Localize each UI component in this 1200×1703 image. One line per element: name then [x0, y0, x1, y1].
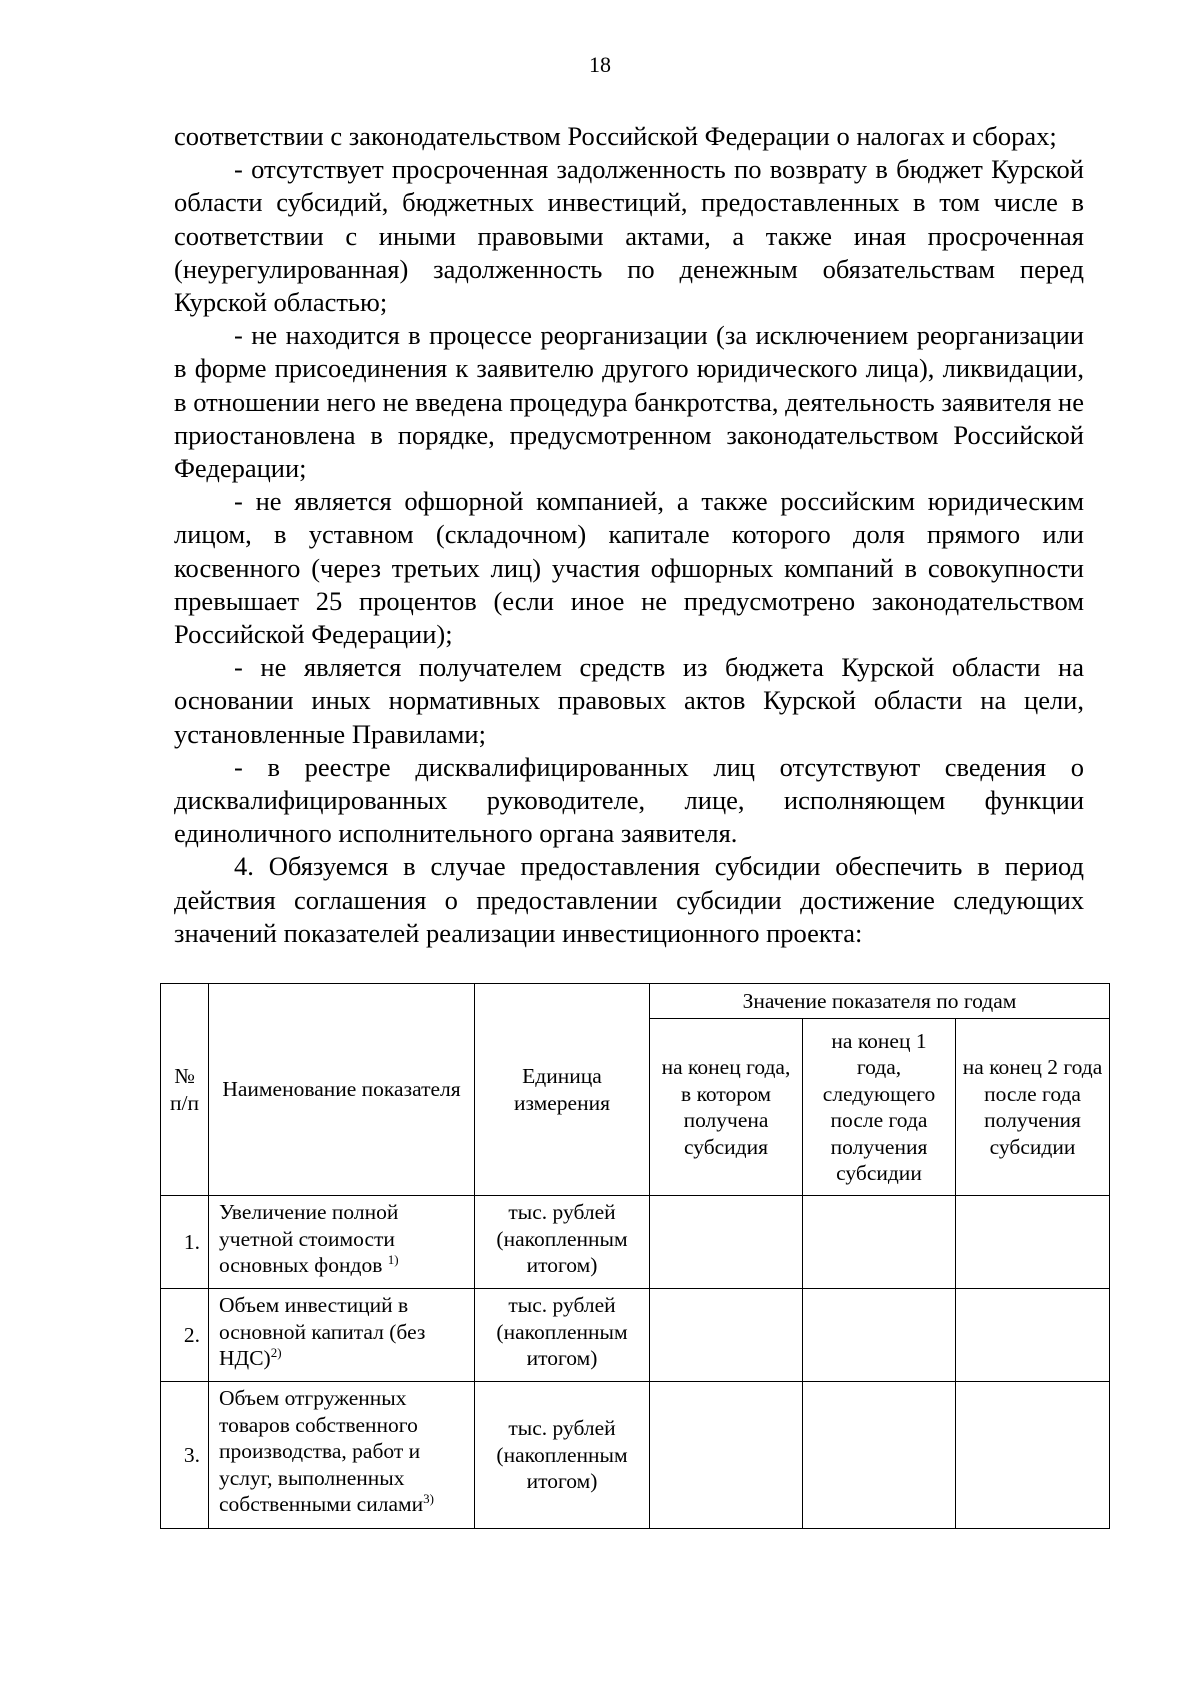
row-name-text: Объем инвестиций в основной капитал (без НДС): [219, 1293, 426, 1370]
header-name: Наименование показателя: [209, 984, 475, 1196]
page-number: 18: [589, 52, 611, 77]
table-row: [161, 1196, 1110, 1289]
paragraph-obligation: 4. Обязуемся в случае предоставления субсидии обеспечить в период действия соглашения о предоставлении субсидии достижение следующих значений показателей реализации инвестиционного проекта:: [174, 851, 1084, 948]
header-year-2: на конец 2 года после года получения субсидии: [956, 1019, 1110, 1196]
row-value-year-0: [650, 1382, 803, 1529]
row-number: 3.: [161, 1382, 209, 1529]
row-value-year-2: [956, 1196, 1110, 1289]
row-name: [209, 1196, 475, 1289]
row-value-year-1: [803, 1289, 956, 1382]
row-name: [209, 1289, 475, 1382]
paragraph-not-recipient: - не является получателем средств из бюджета Курской области на основании иных нормативных правовых актов Курской области на цели, установленные Правилами;: [174, 652, 1084, 749]
row-unit: тыс. рублей (накопленным итогом): [475, 1382, 650, 1529]
document-body: [174, 120, 1084, 950]
table-row: [161, 1382, 1110, 1529]
footnote-mark: 3): [423, 1490, 434, 1506]
row-value-year-1: [803, 1196, 956, 1289]
row-name: [209, 1382, 475, 1529]
row-unit: тыс. рублей (накопленным итогом): [475, 1289, 650, 1382]
paragraph-taxes: соответствии с законодательством Российской Федерации о налогах и сборах;: [174, 121, 1057, 151]
indicators-table: [160, 983, 1110, 1529]
row-value-year-0: [650, 1196, 803, 1289]
row-name-text: Увеличение полной учетной стоимости основных фондов: [219, 1200, 399, 1277]
row-value-year-1: [803, 1382, 956, 1529]
paragraph-no-reorganization: - не находится в процессе реорганизации (за исключением реорганизации в форме присоединения к заявителю другого юридического лица), ликвидации, в отношении него не введена процедура банкротства, деятельность заявителя не приостановлена в порядке, предусмотренном законодательством Российской Федерации;: [174, 320, 1084, 484]
row-unit: тыс. рублей (накопленным итогом): [475, 1196, 650, 1289]
row-number: 2.: [161, 1289, 209, 1382]
header-year-0: на конец года, в котором получена субсидия: [650, 1019, 803, 1196]
table-row: [161, 1289, 1110, 1382]
paragraph-no-overdue-debt: - отсутствует просроченная задолженность по возврату в бюджет Курской области субсидий, бюджетных инвестиций, предоставленных в том числе в соответствии с иными правовыми актами, а также иная просроченная (неурегулированная) задолженность по денежным обязательствам перед Курской областью;: [174, 154, 1084, 318]
footnote-mark: 2): [270, 1344, 282, 1360]
header-year-1: на конец 1 года, следующего после года получения субсидии: [803, 1019, 956, 1196]
row-value-year-0: [650, 1289, 803, 1382]
row-number: 1.: [161, 1196, 209, 1289]
header-unit: Единица измерения: [475, 984, 650, 1196]
row-name-text: Объем отгруженных товаров собственного производства, работ и услуг, выполненных собственными силами: [219, 1386, 424, 1516]
row-value-year-2: [956, 1382, 1110, 1529]
footnote-mark: 1): [387, 1251, 399, 1267]
paragraph-disqualified-register: - в реестре дисквалифицированных лиц отсутствуют сведения о дисквалифицированных руководителе, лице, исполняющем функции единоличного исполнительного органа заявителя.: [174, 751, 1084, 849]
row-value-year-2: [956, 1289, 1110, 1382]
paragraph-not-offshore: - не является офшорной компанией, а также российским юридическим лицом, в уставном (складочном) капитале которого доля прямого или косвенного (через третьих лиц) участия офшорных компаний в совокупности превышает 25 процентов (если иное не предусмотрено законодательством Российской Федерации);: [174, 486, 1084, 650]
header-values-by-year: Значение показателя по годам: [650, 984, 1110, 1019]
header-number: № п/п: [161, 984, 209, 1196]
